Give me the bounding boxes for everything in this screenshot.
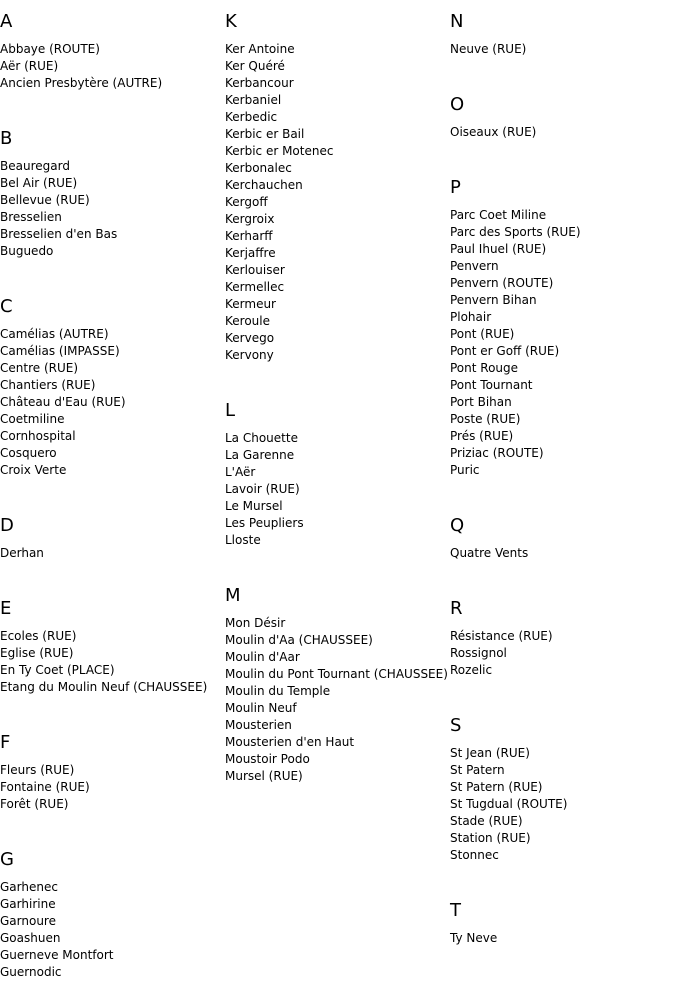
street-link[interactable]: Pont Tournant — [450, 378, 533, 392]
letter-group — [0, 11, 225, 117]
street-list — [450, 930, 675, 947]
street-link[interactable]: Keroule — [225, 314, 270, 328]
street-link[interactable]: Plohair — [450, 310, 492, 324]
street-link[interactable]: Ker Antoine — [225, 42, 295, 56]
street-list — [0, 158, 225, 260]
letter-group — [225, 11, 450, 389]
street-link[interactable]: Moulin du Pont Tournant (CHAUSSEE) — [225, 667, 448, 681]
street-link[interactable]: Guernodic — [0, 965, 62, 979]
street-link[interactable]: Garnoure — [0, 914, 56, 928]
street-link[interactable]: Lavoir (RUE) — [225, 482, 300, 496]
street-link[interactable]: En Ty Coet (PLACE) — [0, 663, 115, 677]
letter-group — [450, 900, 675, 947]
street-link[interactable]: Pont er Goff (RUE) — [450, 344, 560, 358]
street-link[interactable]: Kerharff — [225, 229, 273, 243]
street-link[interactable]: Centre (RUE) — [0, 361, 79, 375]
street-link[interactable]: Moulin d'Aa (CHAUSSEE) — [225, 633, 373, 647]
street-link[interactable]: Kerbic er Motenec — [225, 144, 334, 158]
letter-heading: S — [450, 715, 462, 736]
letter-group — [225, 400, 450, 574]
street-link[interactable]: Camélias (IMPASSE) — [0, 344, 120, 358]
street-list — [0, 762, 225, 813]
street-link[interactable]: St Patern (RUE) — [450, 780, 543, 794]
street-link[interactable]: Bel Air (RUE) — [0, 176, 78, 190]
letter-heading: F — [0, 732, 11, 753]
street-link[interactable]: Bellevue (RUE) — [0, 193, 90, 207]
street-link[interactable]: Kerbonalec — [225, 161, 292, 175]
street-link[interactable]: Kermeur — [225, 297, 276, 311]
street-link[interactable]: Chantiers (RUE) — [0, 378, 96, 392]
street-link[interactable]: St Tugdual (ROUTE) — [450, 797, 568, 811]
letter-heading: T — [450, 900, 461, 921]
street-link[interactable]: Eglise (RUE) — [0, 646, 74, 660]
street-link[interactable]: La Chouette — [225, 431, 298, 445]
street-list — [225, 615, 450, 785]
street-link[interactable]: Kerbaniel — [225, 93, 282, 107]
street-link[interactable]: Quatre Vents — [450, 546, 529, 560]
index-column-3 — [450, 0, 675, 947]
street-link[interactable]: Pont Rouge — [450, 361, 519, 375]
street-link[interactable]: Forêt (RUE) — [0, 797, 69, 811]
street-link[interactable]: Mon Désir — [225, 616, 286, 630]
street-link[interactable]: Stonnec — [450, 848, 499, 862]
street-link[interactable]: Ancien Presbytère (AUTRE) — [0, 76, 163, 90]
letter-group — [0, 128, 225, 285]
street-list — [450, 207, 675, 479]
letter-heading: P — [450, 177, 461, 198]
street-link[interactable]: Kerbic er Bail — [225, 127, 305, 141]
street-list — [450, 628, 675, 679]
letter-group — [450, 598, 675, 704]
letter-heading: C — [0, 296, 13, 317]
street-link[interactable]: Mousterien — [225, 718, 292, 732]
street-link[interactable]: Priziac (ROUTE) — [450, 446, 544, 460]
street-link[interactable]: Kervego — [225, 331, 275, 345]
street-link[interactable]: Mursel (RUE) — [225, 769, 303, 783]
street-list — [0, 326, 225, 479]
street-link[interactable]: Buguedo — [0, 244, 54, 258]
letter-heading: N — [450, 11, 464, 32]
street-link[interactable]: Neuve (RUE) — [450, 42, 527, 56]
letter-heading: E — [0, 598, 12, 619]
street-link[interactable]: Parc Coet Miline — [450, 208, 547, 222]
street-list — [225, 41, 450, 364]
street-list — [450, 745, 675, 864]
letter-heading: O — [450, 94, 465, 115]
street-link[interactable]: Penvern Bihan — [450, 293, 537, 307]
street-link[interactable]: Coetmiline — [0, 412, 65, 426]
letter-group — [450, 11, 675, 83]
street-link[interactable]: La Garenne — [225, 448, 295, 462]
street-list — [0, 545, 225, 562]
street-link[interactable]: Prés (RUE) — [450, 429, 514, 443]
street-link[interactable]: Bresselien — [0, 210, 62, 224]
street-link[interactable]: Port Bihan — [450, 395, 512, 409]
street-link[interactable]: Paul Ihuel (RUE) — [450, 242, 547, 256]
street-link[interactable]: Derhan — [0, 546, 44, 560]
letter-heading: B — [0, 128, 13, 149]
street-list — [450, 545, 675, 562]
street-link[interactable]: Kerlouiser — [225, 263, 285, 277]
street-link[interactable]: L'Aër — [225, 465, 256, 479]
letter-group — [450, 715, 675, 889]
street-link[interactable]: Rossignol — [450, 646, 507, 660]
street-link[interactable]: Kerbancour — [225, 76, 294, 90]
street-list — [450, 124, 675, 141]
street-link[interactable]: Camélias (AUTRE) — [0, 327, 109, 341]
street-link[interactable]: Penvern (ROUTE) — [450, 276, 554, 290]
letter-group — [225, 585, 450, 785]
street-link[interactable]: Moustoir Podo — [225, 752, 310, 766]
letter-heading: Q — [450, 515, 465, 536]
street-link[interactable]: Fleurs (RUE) — [0, 763, 75, 777]
index-column-1 — [0, 0, 225, 981]
street-list — [0, 628, 225, 696]
street-list — [450, 41, 675, 58]
street-link[interactable]: Parc des Sports (RUE) — [450, 225, 581, 239]
street-link[interactable]: Ecoles (RUE) — [0, 629, 77, 643]
street-list — [225, 430, 450, 549]
street-link[interactable]: Guerneve Montfort — [0, 948, 114, 962]
street-link[interactable]: Kervony — [225, 348, 274, 362]
street-link[interactable]: Penvern — [450, 259, 499, 273]
letter-heading: M — [225, 585, 241, 606]
street-link[interactable]: Bresselien d'en Bas — [0, 227, 118, 241]
street-link[interactable]: Moulin du Temple — [225, 684, 331, 698]
street-link[interactable]: Aër (RUE) — [0, 59, 59, 73]
street-link[interactable]: Pont (RUE) — [450, 327, 515, 341]
street-link[interactable]: Croix Verte — [0, 463, 67, 477]
letter-group — [0, 598, 225, 721]
letter-heading: R — [450, 598, 463, 619]
letter-group — [0, 849, 225, 981]
street-link[interactable]: Beauregard — [0, 159, 70, 173]
letter-heading: K — [225, 11, 237, 32]
street-link[interactable]: Etang du Moulin Neuf (CHAUSSEE) — [0, 680, 208, 694]
letter-group — [0, 515, 225, 587]
street-link[interactable]: Goashuen — [0, 931, 61, 945]
letter-heading: D — [0, 515, 14, 536]
index-column-2 — [225, 0, 450, 785]
street-link[interactable]: Kerchauchen — [225, 178, 303, 192]
street-link[interactable]: Mousterien d'en Haut — [225, 735, 355, 749]
letter-heading: G — [0, 849, 14, 870]
letter-group — [450, 515, 675, 587]
letter-heading: A — [0, 11, 13, 32]
street-link[interactable]: Garhirine — [0, 897, 56, 911]
street-link[interactable]: St Patern — [450, 763, 505, 777]
street-link[interactable]: Ty Neve — [450, 931, 498, 945]
street-link[interactable]: Rozelic — [450, 663, 493, 677]
street-link[interactable]: Kergoff — [225, 195, 268, 209]
street-link[interactable]: Abbaye (ROUTE) — [0, 42, 100, 56]
street-link[interactable]: Cornhospital — [0, 429, 76, 443]
street-link[interactable]: Puric — [450, 463, 480, 477]
street-link[interactable]: Kerjaffre — [225, 246, 276, 260]
street-list — [0, 879, 225, 981]
street-link[interactable]: Château d'Eau (RUE) — [0, 395, 126, 409]
street-link[interactable]: Moulin Neuf — [225, 701, 297, 715]
letter-group — [0, 732, 225, 838]
street-link[interactable]: Le Mursel — [225, 499, 283, 513]
letter-group — [450, 177, 675, 504]
street-link[interactable]: Stade (RUE) — [450, 814, 523, 828]
street-link[interactable]: Poste (RUE) — [450, 412, 521, 426]
street-link[interactable]: Oiseaux (RUE) — [450, 125, 537, 139]
street-link[interactable]: Garhenec — [0, 880, 58, 894]
street-link[interactable]: Fontaine (RUE) — [0, 780, 90, 794]
street-link[interactable]: Les Peupliers — [225, 516, 304, 530]
street-link[interactable]: Moulin d'Aar — [225, 650, 300, 664]
street-link[interactable]: Kermellec — [225, 280, 285, 294]
street-link[interactable]: Kergroix — [225, 212, 275, 226]
letter-heading: L — [225, 400, 236, 421]
letter-group — [0, 296, 225, 504]
street-link[interactable]: Station (RUE) — [450, 831, 531, 845]
street-link[interactable]: Cosquero — [0, 446, 57, 460]
letter-group — [450, 94, 675, 166]
street-link[interactable]: St Jean (RUE) — [450, 746, 530, 760]
street-list — [0, 41, 225, 92]
street-link[interactable]: Kerbedic — [225, 110, 278, 124]
street-link[interactable]: Lloste — [225, 533, 261, 547]
street-link[interactable]: Ker Quéré — [225, 59, 285, 73]
street-link[interactable]: Résistance (RUE) — [450, 629, 553, 643]
